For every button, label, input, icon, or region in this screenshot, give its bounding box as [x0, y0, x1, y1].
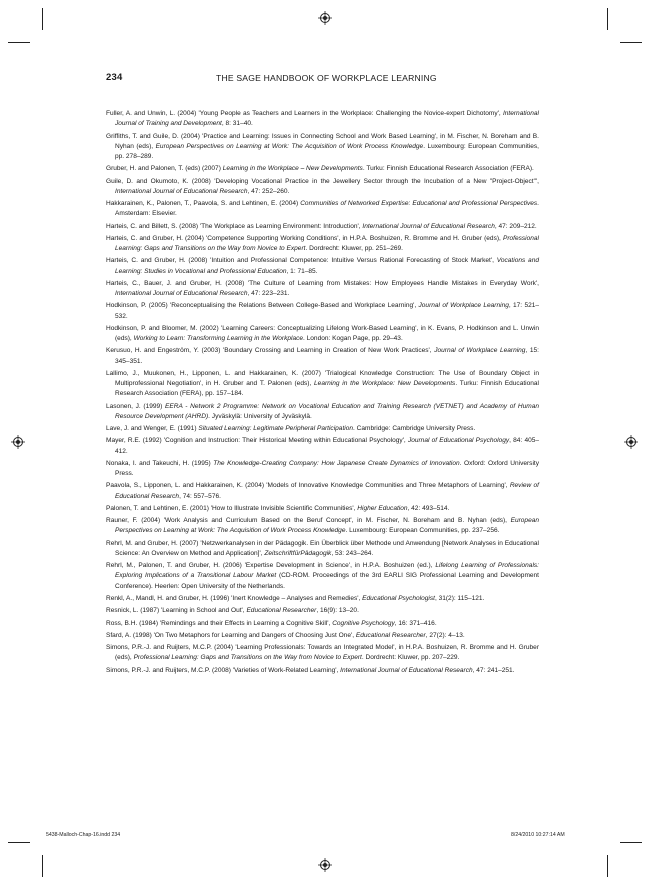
reference-text: Hodkinson, P. and Bloomer, M. (2002) 'Learning Careers: Conceptualizing Lifelong Work-Based Learning', in K. Evans, P. Hodkinson and L. Unwin (eds),	[106, 324, 539, 342]
reference-source-title: Situated Learning: Legitimate Peripheral Participation	[198, 425, 354, 432]
reference-source-title: Educational Researcher	[246, 607, 317, 615]
reference-details: , 15: 345–351.	[115, 347, 539, 365]
reference-source-title: Lifelong Learning of Professionals: Exploring Implications of a Transitional Labour Market	[115, 562, 539, 580]
reference-source-title: Journal of Educational Psychology	[407, 437, 510, 445]
reference-entry	[106, 594, 539, 604]
reference-source-title: International Journal of Educational Research	[115, 290, 248, 297]
reference-text: Resnick, L. (1987) 'Learning in School and Out',	[106, 607, 247, 615]
reference-source-title: International Journal of Educational Research	[362, 222, 495, 230]
reference-source-title: European Perspectives on Learning at Work: The Acquisition of Work Process Knowledge	[155, 142, 424, 150]
reference-source-title: ZeitschriftfürPädagogik	[264, 549, 332, 557]
reference-text: Mayer, R.E. (1992) 'Cognition and Instruction: Their Historical Meeting within Educational Psychology',	[106, 437, 408, 445]
crop-mark-top-right-h	[620, 42, 642, 43]
reference-details: . Oxford: Oxford University Press.	[115, 459, 539, 477]
reference-text: Paavola, S., Lipponen, L. and Hakkarainen, K. (2004) 'Models of Innovative Knowledge Communities and Three Metaphors of Learning',	[106, 482, 510, 490]
reference-source-title: Educational Researcher	[355, 631, 426, 639]
reference-source-title: Working to Learn: Transforming Learning in the Workplace	[133, 335, 304, 342]
reference-text: Sfard, A. (1998) 'On Two Metaphors for Learning and Dangers of Choosing Just One',	[106, 631, 356, 639]
reference-text: Harteis, C. and Billett, S. (2008) 'The Workplace as Learning Environment: Introduction',	[106, 222, 363, 230]
reference-text: Gruber, H. and Palonen, T. (eds) (2007)	[106, 165, 223, 173]
reference-source-title: Journal of Workplace Learning	[434, 347, 526, 355]
crop-mark-top-left-h	[8, 42, 30, 43]
reference-entry	[106, 606, 539, 616]
reference-details: , 47: 252–260.	[247, 187, 290, 195]
reference-text: Harteis, C., Bauer, J. and Gruber, H. (2008) 'The Culture of Learning from Mistakes: How Employees Handle Mistakes in Everyday Work',	[106, 279, 539, 287]
reference-entry	[106, 222, 539, 232]
book-title: THE SAGE HANDBOOK OF WORKPLACE LEARNING	[216, 73, 437, 83]
reference-entry	[106, 539, 539, 559]
reference-details: , 1: 71–85.	[286, 267, 318, 275]
reference-details: , 8: 31–40.	[221, 120, 253, 128]
crop-mark-top-left-v	[42, 8, 43, 30]
reference-entry	[106, 424, 539, 434]
reference-text: Nonaka, I. and Takeuchi, H. (1995)	[106, 459, 214, 467]
reference-text: Harteis, C. and Gruber, H. (2004) 'Competence Supporting Working Conditions', in H.P.A. Boshuizen, R. Bromme and H. Gruber (eds),	[106, 234, 503, 242]
reference-text: Palonen, T. and Lehtinen, E. (2001) 'How to Illustrate Invisible Scientific Communities',	[106, 504, 358, 512]
reference-entry	[106, 234, 539, 254]
reference-source-title: International Journal of Training and Development	[115, 110, 539, 128]
reference-source-title: Review of Educational Research	[115, 482, 539, 500]
reference-details: . Luxembourg: European Communities, pp. 237–256.	[345, 527, 500, 535]
reference-details: , 42: 493–514.	[407, 504, 450, 512]
reference-details: , 84: 405–412.	[115, 437, 540, 455]
reference-details: , 47: 223–231.	[247, 290, 290, 297]
registration-mark-top-icon	[318, 11, 332, 25]
reference-details: . Dordrecht: Kluwer, pp. 207–229.	[361, 654, 460, 662]
file-label: 5438-Malloch-Chap-16.indd 234	[46, 832, 121, 838]
reference-source-title: Learning in the Workplace: New Developments	[314, 380, 456, 387]
reference-details: . Luxembourg: European Communities, pp. 278–289.	[115, 142, 539, 160]
reference-source-title: International Journal of Educational Research	[340, 666, 473, 674]
reference-text: Harteis, C. and Gruber, H. (2008) 'Intuition and Professional Competence: Intuitive Versus Rational Forecasting of Stock Market',	[106, 257, 497, 265]
reference-entry	[106, 177, 539, 197]
reference-details: , 31(2): 115–121.	[434, 594, 485, 602]
reference-source-title: International Journal of Educational Research	[115, 187, 248, 195]
registration-mark-right-icon	[624, 435, 638, 449]
reference-entry	[106, 504, 539, 514]
reference-details: . Jyväskylä: University of Jyväskylä.	[208, 412, 312, 420]
reference-text: Griffiths, T. and Guile, D. (2004) 'Practice and Learning: Issues in Connecting School and Work Based Learning', in M. Fischer, N. Boreham and B. Nyhan (eds),	[106, 132, 539, 150]
reference-text: Simons, P.R.-J. and Ruijters, M.C.P. (2004) 'Learning Professionals: Towards an Integrated Model', in H.P.A. Boshuizen, R. Bromme and H. Gruber (eds),	[106, 644, 539, 662]
reference-text: Hakkarainen, K., Palonen, T., Paavola, S. and Lehtinen, E. (2004)	[106, 200, 301, 207]
reference-entry	[106, 279, 539, 299]
reference-text: Guile, D. and Okumoto, K. (2008) 'Developing Vocational Practice in the Jewellery Sector through the Incubation of a New "Project-Object"',	[106, 177, 539, 185]
reference-details: , 53: 243–264.	[331, 549, 374, 557]
crop-mark-top-right-v	[607, 8, 608, 30]
reference-details: . Dordrecht: Kluwer, pp. 251–269.	[305, 245, 403, 252]
registration-mark-left-icon	[11, 435, 25, 449]
reference-details: . Amsterdam: Elsevier.	[115, 200, 539, 218]
reference-text: Rehrl, M., Palonen, T. and Gruber, H. (2006) 'Expertise Development in Science', in H.P.A. Boshuizen (ed.),	[106, 562, 436, 570]
reference-details: . Turku: Finnish Educational Research Association (FERA).	[362, 165, 534, 173]
reference-text: Hodkinson, P. (2005) 'Reconceptualising the Relations Between College-Based and Workplace Learning',	[106, 302, 419, 310]
reference-details: , 47: 209–212.	[494, 222, 537, 230]
reference-source-title: Professional Learning: Gaps and Transitions on the Way from Novice to Expert	[133, 654, 362, 662]
print-timestamp: 8/24/2010 10:27:14 AM	[511, 832, 565, 838]
reference-details: , 74: 557–576.	[179, 492, 221, 500]
reference-entry	[106, 666, 539, 676]
reference-entry	[106, 481, 539, 501]
reference-entry	[106, 256, 539, 276]
reference-entry	[106, 436, 539, 456]
reference-details: , 16(9): 13–20.	[316, 607, 359, 615]
reference-source-title: Communities of Networked Expertise: Educational and Professional Perspectives	[300, 200, 538, 207]
reference-text: Fuller, A. and Unwin, L. (2004) 'Young People as Teachers and Learners in the Workplace: Challenging the Novice-expert Dichotomy',	[106, 110, 503, 117]
reference-details: . Cambridge: Cambridge University Press.	[353, 425, 476, 432]
reference-entry	[106, 459, 539, 479]
reference-entry	[106, 631, 539, 641]
reference-text: Lave, J. and Wenger, E. (1991)	[106, 425, 199, 432]
reference-text: Rehrl, M. and Gruber, H. (2007) 'Netzwerkanalysen in der Pädagogik. Ein Überblick über Methode und Anwendung [Network Analyses in Educational Science: An Overview on Method and Application]',	[106, 539, 539, 557]
reference-list	[106, 109, 539, 678]
reference-source-title: European Perspectives on Learning at Work: The Acquisition of Work Process Knowledge	[115, 517, 539, 535]
reference-source-title: Higher Education	[357, 504, 408, 512]
reference-entry	[106, 516, 539, 536]
reference-source-title: Vocations and Learning: Studies in Vocational and Professional Education	[115, 257, 539, 275]
reference-details: , 47: 241–251.	[472, 666, 515, 674]
reference-details: . London: Kogan Page, pp. 29–43.	[303, 335, 403, 342]
reference-entry	[106, 199, 539, 219]
reference-text: Simons, P.R.-J. and Ruijters, M.C.P. (2008) 'Varieties of Work-Related Learning',	[106, 666, 341, 674]
reference-source-title: Educational Psychologist	[362, 594, 435, 602]
reference-entry	[106, 369, 539, 399]
crop-mark-bottom-right-v	[607, 855, 608, 877]
reference-entry	[106, 164, 539, 174]
crop-mark-bottom-right-h	[620, 842, 642, 843]
crop-mark-bottom-left-h	[8, 842, 30, 843]
reference-text: Kerusuo, H. and Engeström, Y. (2003) 'Boundary Crossing and Learning in Creation of New Work Practices',	[106, 347, 435, 355]
reference-entry	[106, 402, 539, 422]
reference-entry	[106, 346, 539, 366]
reference-entry	[106, 643, 539, 663]
crop-mark-bottom-left-v	[42, 855, 43, 877]
reference-entry	[106, 561, 539, 591]
reference-details: (CD-ROM. Proceedings of the 3rd EARLI SIG Professional Learning and Development Conference). Heerlen: Open University of the Netherlands.	[115, 572, 540, 590]
reference-text: Rauner, F. (2004) 'Work Analysis and Curriculum Based on the Beruf Concept', in M. Fischer, N. Boreham and B. Nyhan (eds),	[106, 517, 511, 525]
reference-text: Ross, B.H. (1984) 'Remindings and their Effects in Learning a Cognitive Skill',	[106, 619, 333, 627]
page-number: 234	[106, 72, 123, 83]
reference-source-title: Journal of Workplace Learning	[418, 302, 509, 310]
reference-entry	[106, 301, 539, 321]
reference-source-title: The Knowledge-Creating Company: How Japanese Create Dynamics of Innovation	[213, 459, 460, 467]
reference-details: . Turku: Finnish Educational Research Association (FERA), pp. 157–184.	[115, 380, 539, 398]
reference-source-title: Learning in the Workplace – New Developments	[222, 165, 363, 173]
reference-text: Renkl, A., Mandl, H. and Gruber, H. (1996) 'Inert Knowledge – Analyses and Remedies',	[106, 594, 363, 602]
reference-details: , 17: 521–532.	[115, 302, 540, 320]
reference-entry	[106, 619, 539, 629]
reference-entry	[106, 109, 539, 129]
reference-source-title: Cognitive Psychology	[332, 619, 395, 627]
reference-text: Lallimo, J., Muukonen, H., Lipponen, L. and Hakkarainen, K. (2007) 'Trialogical Knowledge Construction: The Use of Boundary Object in Multiprofessional Negotiation', in H. Gruber and T. Palonen (eds),	[106, 369, 539, 387]
registration-mark-bottom-icon	[318, 858, 332, 872]
reference-details: , 27(2): 4–13.	[425, 631, 465, 639]
reference-source-title: Professional Learning: Gaps and Transitions on the Way from Novice to Expert	[115, 234, 539, 252]
reference-source-title: EERA - Network 2 Programme: Network on Vocational Education and Training Research (VETNET) and Academy of Human Resource Development (AHRD)	[115, 402, 539, 420]
reference-text: Lasonen, J. (1999)	[106, 402, 166, 410]
reference-entry	[106, 324, 539, 344]
reference-details: , 16: 371–416.	[394, 619, 437, 627]
reference-entry	[106, 132, 539, 162]
